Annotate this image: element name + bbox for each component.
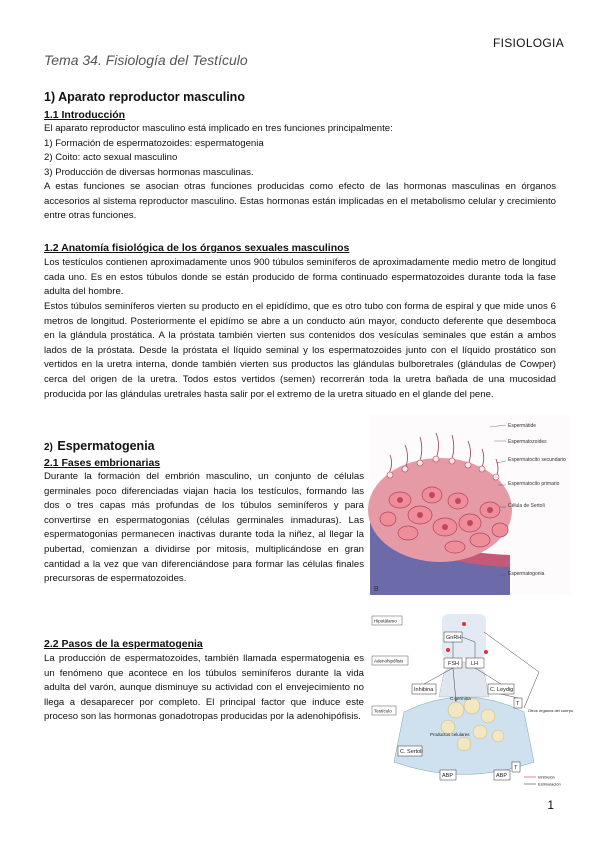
fig2-gnrh: GnRH bbox=[446, 635, 462, 641]
fig2-c-sertoli: C. Sertoli bbox=[400, 749, 423, 755]
fig2-legend-inhibicion: Inhibición bbox=[538, 774, 555, 780]
header-subject: FISIOLOGIA bbox=[492, 36, 564, 50]
fig1-label-espermatozoides: Espermatozoides bbox=[508, 439, 547, 445]
anatomy-paragraph-2: Estos túbulos seminíferos vierten su producto en el epidídimo, que es otro tubo con forma de espiral y que mide unos 6 metros de longitud. Posteriormente el epidímo se abre a un conducto aún mayor, conducto deferente que desemboca en la glándula prostática. A la próstata también vierten sus contenidos dos vesículas seminales que están a ambos lados de la próstata. Desde la próstata el líquido seminal y los espermatozoides junto con el líquido prostático son vertidos en la uretra interna, donde también vierten sus productos las glándulas bulboretrales (glándulas de Cowper) cerca del origen de la uretra. Todos estos vertidos (semen) recorrerán toda la uretra bañada de una mucosidad producida por las glándulas uretrales hasta salir por el extremo de la uretra situado en el glande del pene. bbox=[44, 301, 556, 400]
section1-sub2-title: 1.2 Anatomía fisiológica de los órganos sexuales masculinos bbox=[44, 242, 350, 254]
fig2-legend-estimulacion: Estimulación bbox=[538, 781, 561, 787]
fig2-fsh: FSH bbox=[448, 661, 459, 667]
function-item-1: 1) Formación de espermatozoides: espermatogenia bbox=[44, 138, 264, 149]
fig2-abp-left: ABP bbox=[442, 773, 454, 779]
fig2-abp-right: ABP bbox=[496, 773, 508, 779]
fig2-label-adenohipofisis: Adenohipófisis bbox=[374, 658, 404, 664]
fig2-otros-organos: Otros órganos del cuerpo bbox=[528, 708, 574, 713]
intro-line: El aparato reproductor masculino está implicado en tres funciones principalmente: bbox=[44, 123, 393, 134]
fig1-label-espermatogonia: Espermatogonia bbox=[508, 571, 545, 577]
fig2-inhibina: Inhibina bbox=[414, 687, 434, 693]
function-item-2: 2) Coito: acto sexual masculino bbox=[44, 152, 178, 163]
fig1-label-espermatocito-secundario: Espermatocito secundario bbox=[508, 457, 566, 463]
hormonal-regulation-figure bbox=[364, 612, 574, 790]
section1-title: 1) Aparato reproductor masculino bbox=[44, 90, 245, 104]
section2-sub1-title: 2.1 Fases embrionarias bbox=[44, 457, 161, 469]
page-number: 1 bbox=[547, 798, 554, 812]
embryonic-paragraph: Durante la formación del embrión masculino, un conjunto de células germinales poco diferenciadas viajan hacia los testículos, formando las dos o tres capas más profundas de los túbulos seminíferos y para convertirse en espermatogonias (células germinales inmaduras). Las espermatogonias permanecen inactivas durante toda la niñez, al llegar la pubertad, comienzan a dividirse por mitosis, multiplicándose en gran cantidad a la vez que van diferenciándose para formar las células finales precursoras de espermatozoides. bbox=[44, 471, 364, 585]
fig2-productos-celulares: Productos celulares bbox=[430, 732, 470, 737]
fig2-t-upper: T bbox=[516, 701, 520, 707]
section1-sub1-title: 1.1 Introducción bbox=[44, 109, 126, 121]
function-item-3: 3) Producción de diversas hormonas masculinas. bbox=[44, 167, 254, 178]
seminiferous-tubule-figure bbox=[370, 415, 570, 595]
fig1-label-espermatide: Espermátide bbox=[508, 423, 537, 429]
fig1-label-celula-sertoli: Célula de Sertoli bbox=[508, 503, 545, 509]
fig2-c-leydig: C. Leydig bbox=[490, 687, 514, 693]
section2-sub2-title: 2.2 Pasos de la espermatogenia bbox=[44, 638, 203, 650]
intro-paragraph: A estas funciones se asocian otras funciones producidas como efecto de las hormonas masculinas en órganos accesorios al sistema reproductor masculino. Estas hormonas están implicadas en el metabolismo celular y crecimiento entre otras funciones. bbox=[44, 181, 556, 222]
document-title: Tema 34. Fisiología del Testículo bbox=[44, 52, 248, 68]
fig2-label-testiculo: Testículo bbox=[374, 708, 392, 714]
fig2-label-hipotalamo: Hipotálamo bbox=[374, 618, 397, 624]
fig2-t-lower: T bbox=[514, 765, 518, 771]
section2-title: Espermatogenia bbox=[57, 439, 155, 453]
anatomy-paragraph-1: Los testículos contienen aproximadamente unos 900 túbulos seminíferos de aproximadamente medio metro de longitud cada uno. Es en estos túbulos donde se están producido de forma continuado espermatozoides durante toda la fase adulta del hombre. bbox=[44, 257, 556, 298]
section2-number: 2) bbox=[44, 442, 53, 453]
fig1-label-espermatocito-primario: Espermatocito primario bbox=[508, 481, 560, 487]
fig2-c-germina: C.germina bbox=[450, 696, 471, 701]
section2-heading bbox=[44, 437, 155, 455]
spermatogenesis-paragraph: La producción de espermatozoides, también llamada espermatogenia es un fenómeno que acontece en los túbulos seminíferos durante la vida adulta del varón, aunque disminuye su actividad con el envejecimiento no llega a desaparecer por completo. El principal factor que induce este proceso son las hormonas gonadotropas producidas por la adenohipófisis. bbox=[44, 653, 364, 723]
fig1-panel-letter: B bbox=[374, 586, 379, 593]
fig2-lh: LH bbox=[471, 661, 479, 667]
